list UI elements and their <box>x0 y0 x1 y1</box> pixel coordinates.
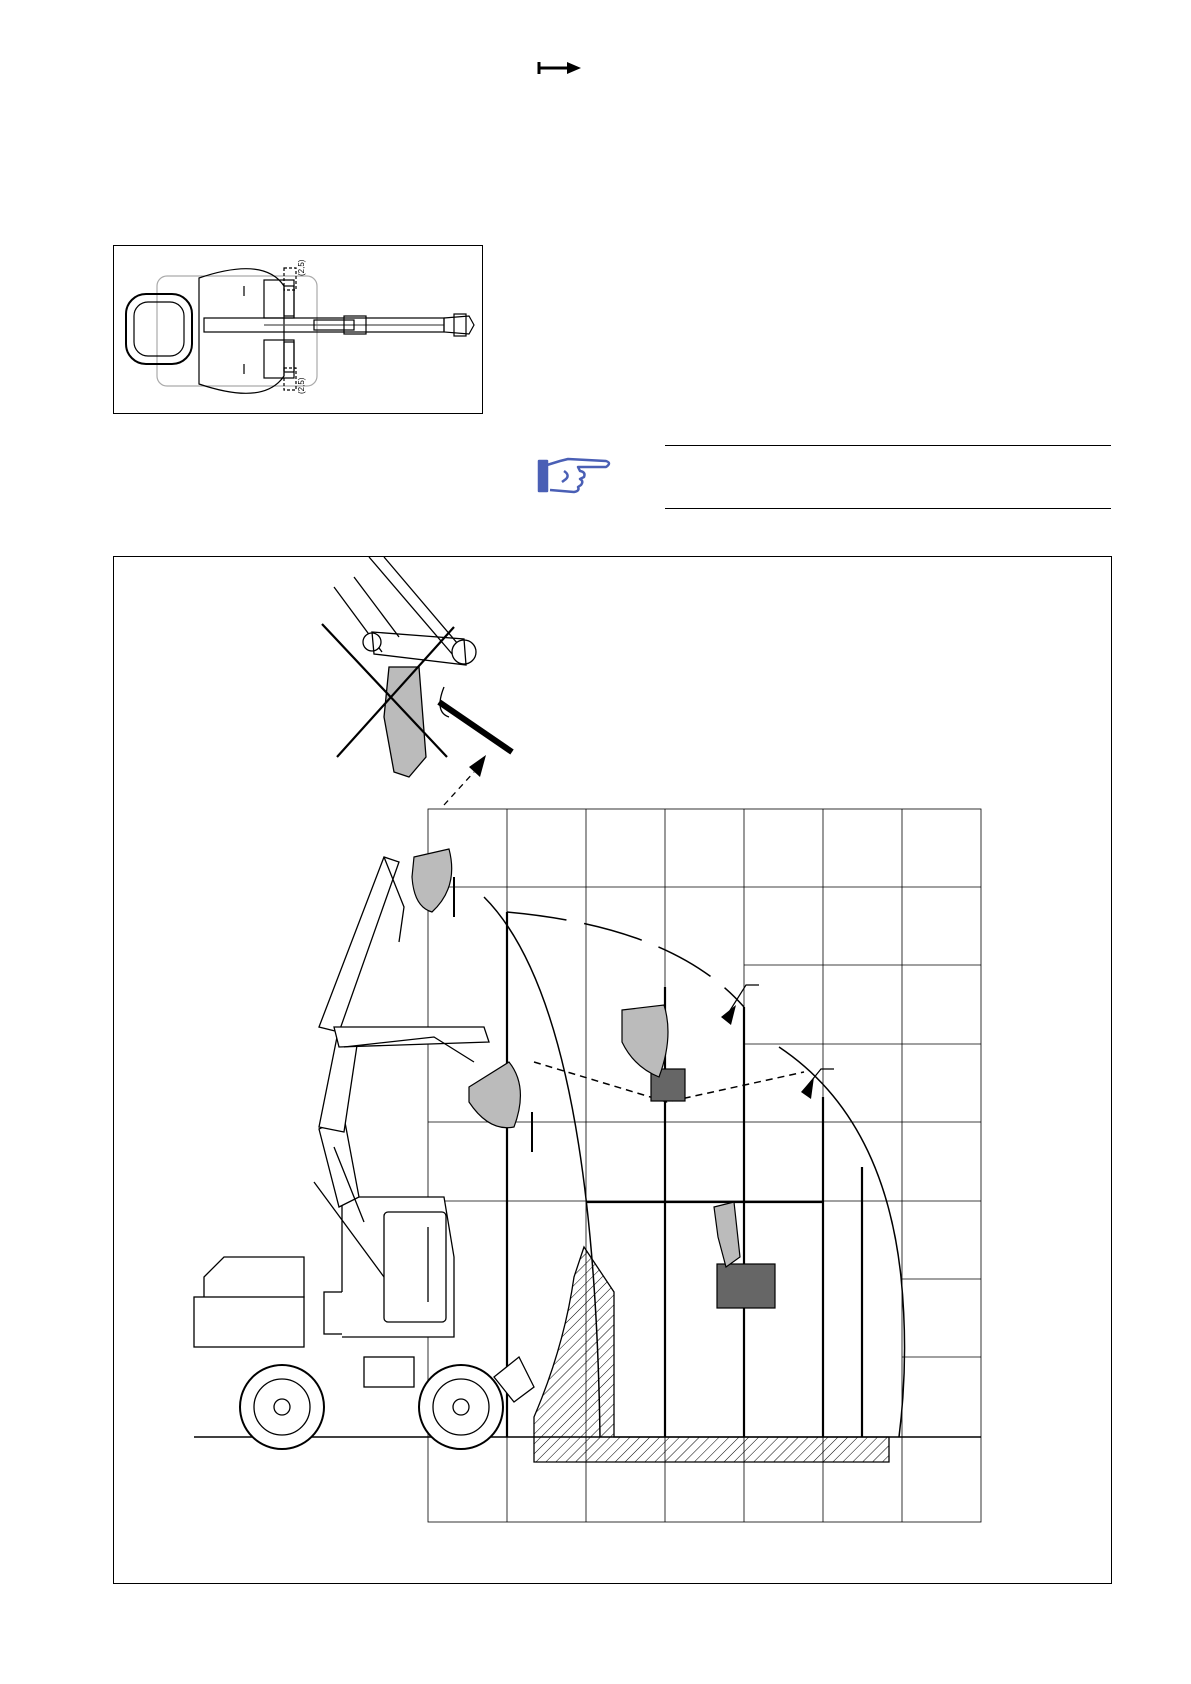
excavator-top-view-drawing <box>114 246 484 415</box>
dimension-label-upper: (2,5) <box>297 259 306 276</box>
lifting-capacity-figure <box>113 556 1112 1584</box>
load-block-large <box>717 1264 775 1308</box>
excavation-trench <box>534 1247 889 1462</box>
excavator-side-view <box>194 857 534 1449</box>
pointing-hand-icon <box>536 455 614 497</box>
bucket-top <box>412 849 452 912</box>
note-rule-top <box>665 445 1111 446</box>
arrow-right-bar-icon <box>537 58 583 78</box>
prohibited-attachment-inset <box>322 557 512 805</box>
top-view-figure <box>113 245 483 414</box>
fork-attachment <box>714 1202 740 1267</box>
lifting-capacity-drawing <box>114 557 1113 1585</box>
bucket-lower <box>469 1062 520 1128</box>
dimension-label-lower: (2,5) <box>297 377 306 394</box>
bucket-mid <box>622 1005 668 1077</box>
note-rule-bottom <box>665 508 1111 509</box>
